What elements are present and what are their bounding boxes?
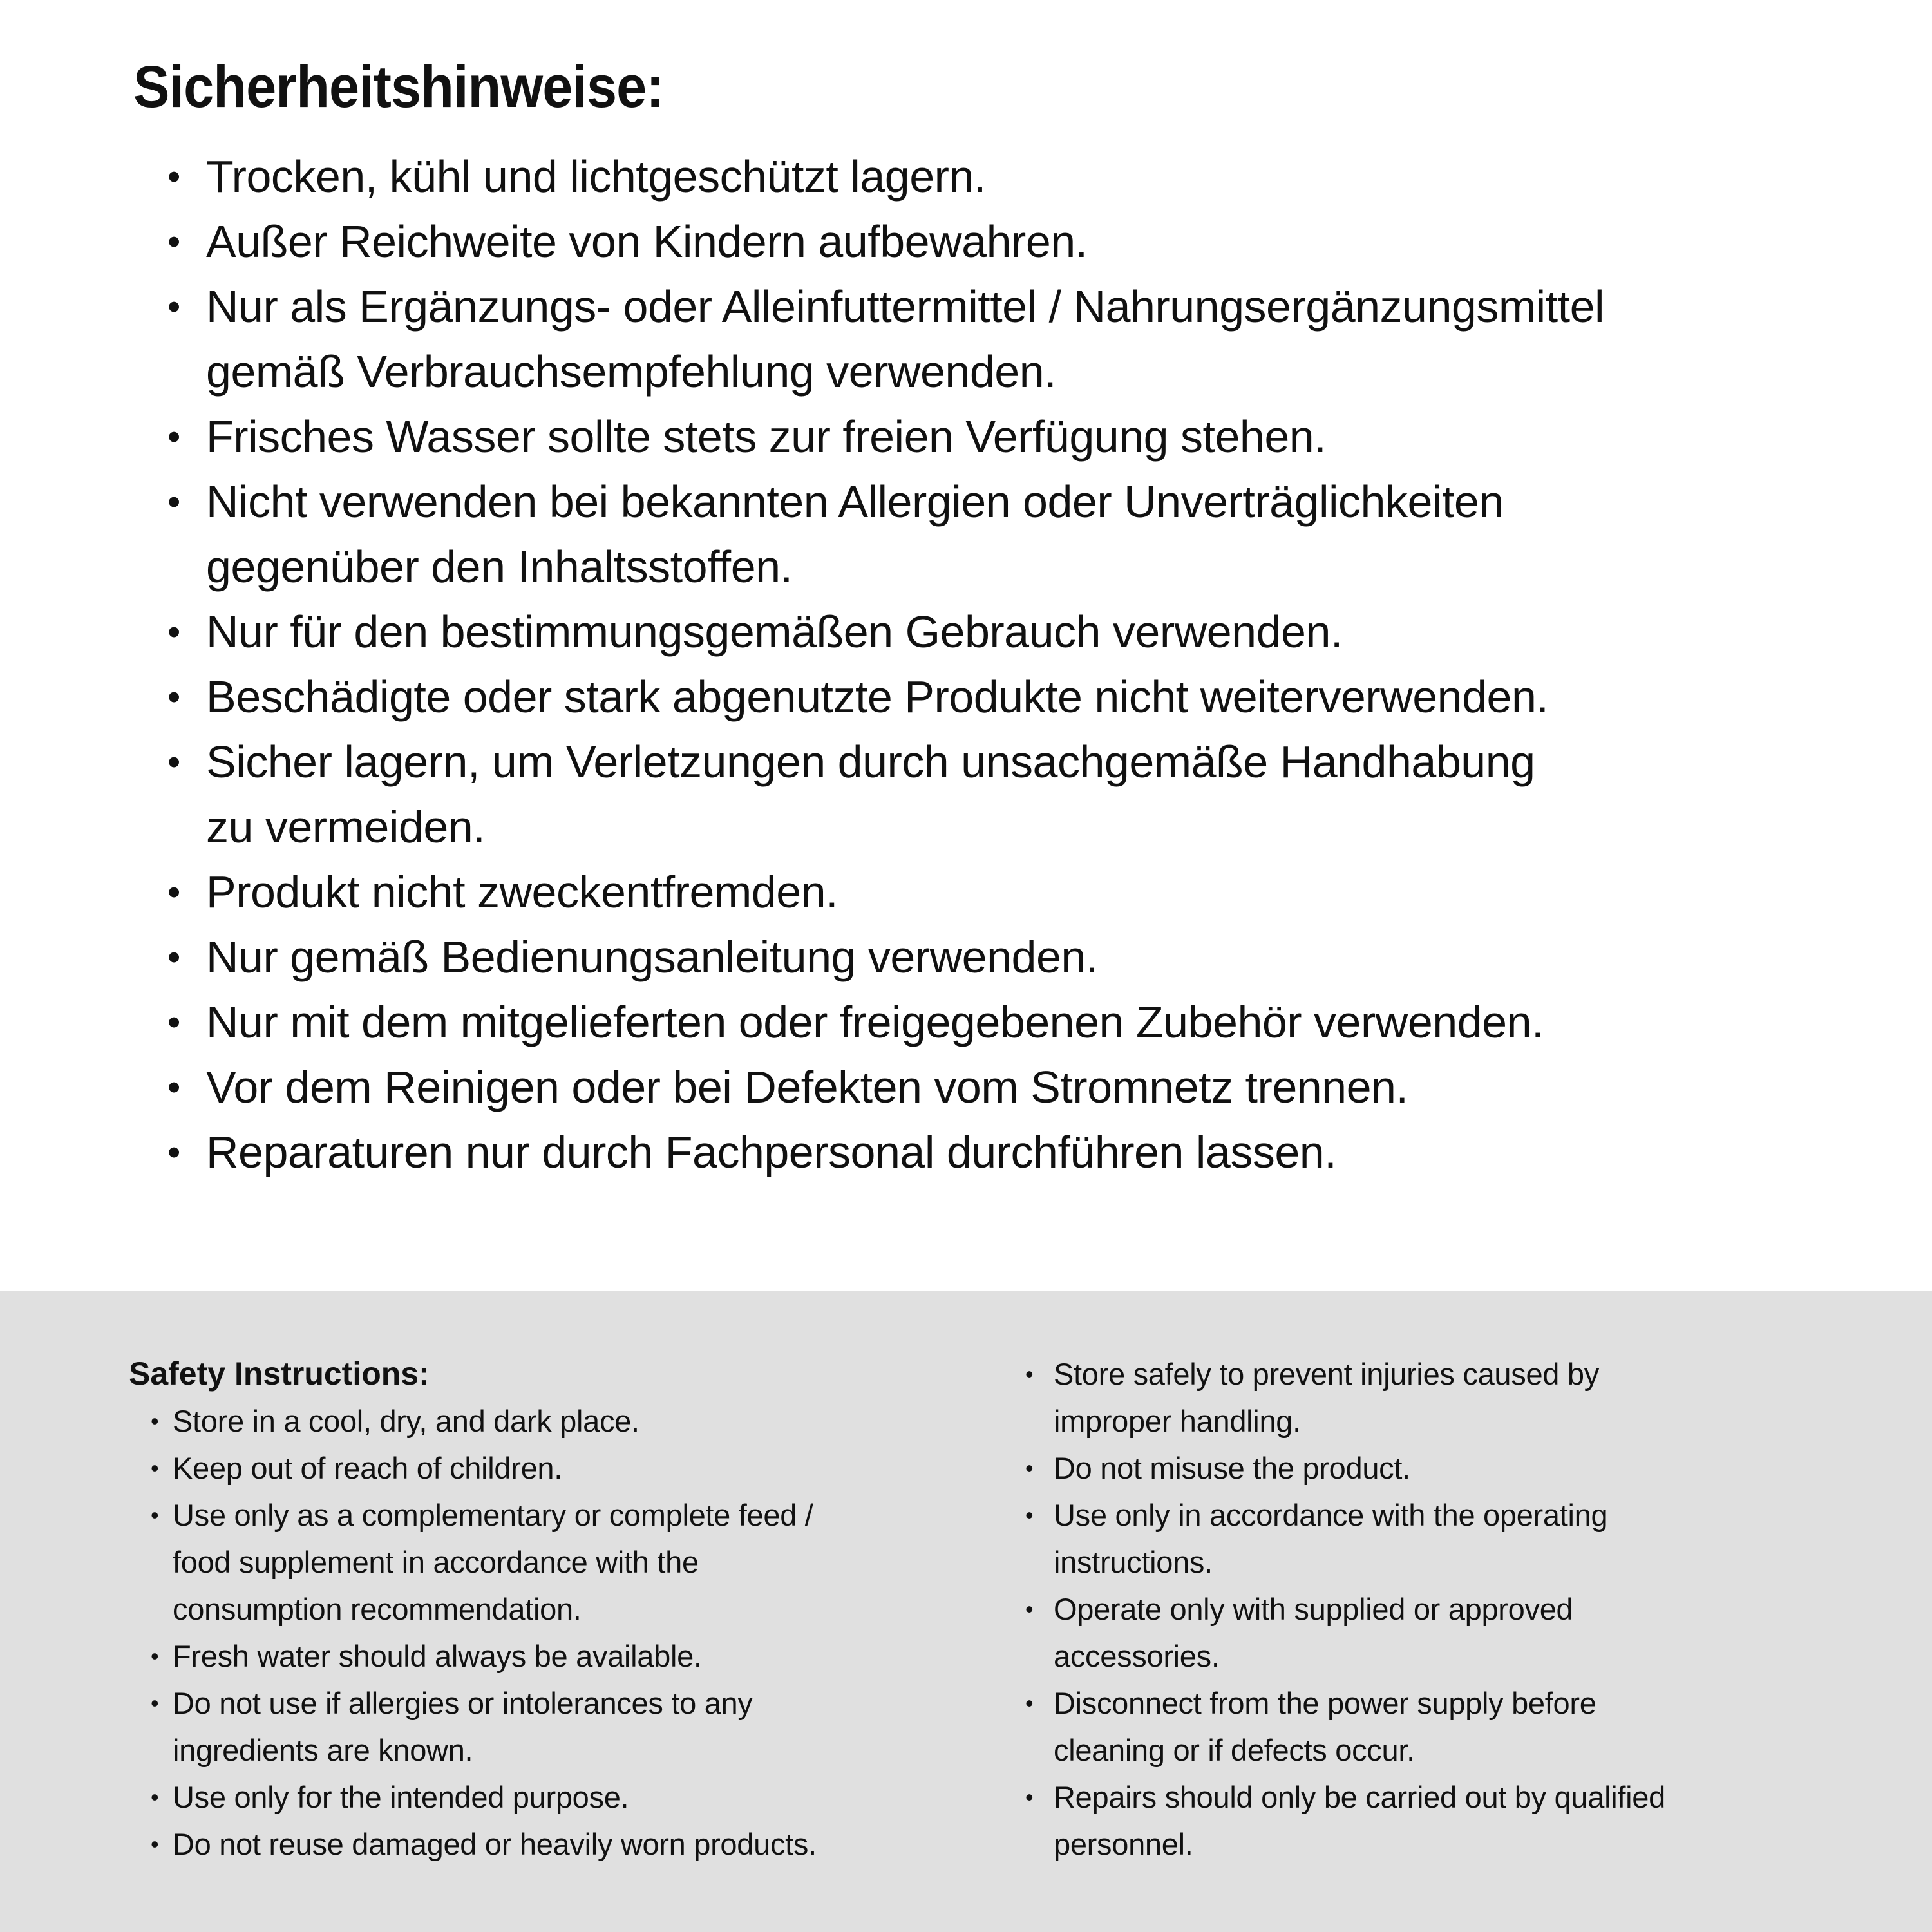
list-item (167, 990, 1906, 1055)
bullet-icon: • (151, 1690, 159, 1716)
bullet-icon: • (167, 741, 180, 783)
list-item-text: Do not use if allergies or intolerances to any ingredients are known. (173, 1686, 753, 1767)
bullet-icon: • (167, 611, 180, 653)
bullet-icon: • (1025, 1361, 1034, 1387)
list-item (167, 144, 1906, 209)
list-item (167, 404, 1906, 469)
list-item-text: Produkt nicht zweckentfremden. (206, 867, 838, 917)
list-item (1025, 1350, 1895, 1444)
list-item (1025, 1444, 1895, 1492)
list-item (167, 600, 1906, 665)
list-item-text: Store in a cool, dry, and dark place. (173, 1404, 639, 1438)
list-item-text: Nicht verwenden bei bekannten Allergien oder Unverträglichkeiten gegenüber den Inhaltsstoffen. (206, 477, 1504, 592)
list-item (1025, 1774, 1895, 1868)
list-item (167, 665, 1906, 730)
list-item (151, 1444, 1007, 1492)
bullet-icon: • (167, 676, 180, 718)
list-item-text: Nur mit dem mitgelieferten oder freigegebenen Zubehör verwenden. (206, 997, 1544, 1047)
list-item (167, 209, 1906, 274)
bullet-icon: • (167, 1066, 180, 1108)
list-item (167, 860, 1906, 925)
list-item-text: Use only for the intended purpose. (173, 1780, 629, 1814)
list-item-text: Reparaturen nur durch Fachpersonal durchführen lassen. (206, 1127, 1337, 1177)
bullet-icon: • (151, 1831, 159, 1857)
bullet-icon: • (167, 1132, 180, 1173)
bullet-icon: • (167, 416, 180, 458)
list-item-text: Fresh water should always be available. (173, 1639, 702, 1673)
english-instructions-list-right (1025, 1350, 1895, 1868)
list-item-text: Beschädigte oder stark abgenutzte Produkte nicht weiterverwenden. (206, 672, 1549, 722)
list-item-text: Nur für den bestimmungsgemäßen Gebrauch verwenden. (206, 607, 1343, 657)
list-item (151, 1492, 1007, 1633)
bullet-icon: • (167, 481, 180, 523)
list-item-text: Operate only with supplied or approved accessories. (1054, 1592, 1573, 1673)
list-item (151, 1633, 1007, 1680)
list-item-text: Repairs should only be carried out by qualified personnel. (1054, 1780, 1665, 1861)
list-item-text: Store safely to prevent injuries caused by improper handling. (1054, 1357, 1599, 1438)
english-left-column (129, 1350, 1005, 1868)
bullet-icon: • (167, 221, 180, 263)
bullet-icon: • (1025, 1784, 1034, 1810)
bullet-icon: • (167, 156, 180, 198)
bullet-icon: • (151, 1643, 159, 1669)
english-instructions-section (0, 1291, 1932, 1932)
english-right-column (1025, 1350, 1895, 1868)
list-item (1025, 1492, 1895, 1586)
list-item (167, 730, 1906, 860)
bullet-icon: • (1025, 1502, 1034, 1528)
list-item (167, 1120, 1906, 1185)
bullet-icon: • (1025, 1455, 1034, 1481)
list-item (151, 1774, 1007, 1821)
list-item-text: Keep out of reach of children. (173, 1451, 563, 1485)
bullet-icon: • (167, 1001, 180, 1043)
list-item (1025, 1586, 1895, 1680)
bullet-icon: • (1025, 1596, 1034, 1622)
list-item-text: Nur als Ergänzungs- oder Alleinfuttermittel / Nahrungsergänzungsmittel gemäß Verbrauchsempfehlung verwenden. (206, 281, 1605, 397)
list-item-text: Use only in accordance with the operating instructions. (1054, 1498, 1608, 1579)
list-item (1025, 1680, 1895, 1774)
german-section-title: Sicherheitshinweise: (133, 54, 664, 120)
bullet-icon: • (1025, 1690, 1034, 1716)
list-item-text: Do not reuse damaged or heavily worn products. (173, 1827, 817, 1861)
bullet-icon: • (167, 936, 180, 978)
list-item-text: Frisches Wasser sollte stets zur freien Verfügung stehen. (206, 412, 1327, 462)
list-item (151, 1680, 1007, 1774)
bullet-icon: • (151, 1502, 159, 1528)
list-item (167, 274, 1906, 404)
list-item-text: Use only as a complementary or complete feed / food supplement in accordance with the consumption recommendation. (173, 1498, 813, 1626)
bullet-icon: • (151, 1784, 159, 1810)
list-item-text: Do not misuse the product. (1054, 1451, 1410, 1485)
list-item-text: Nur gemäß Bedienungsanleitung verwenden. (206, 932, 1098, 982)
list-item-text: Außer Reichweite von Kindern aufbewahren. (206, 216, 1088, 267)
bullet-icon: • (167, 286, 180, 328)
bullet-icon: • (167, 871, 180, 913)
english-section-title: Safety Instructions: (129, 1356, 430, 1392)
list-item-text: Trocken, kühl und lichtgeschützt lagern. (206, 151, 986, 202)
list-item (167, 925, 1906, 990)
list-item (167, 469, 1906, 600)
list-item-text: Sicher lagern, um Verletzungen durch unsachgemäße Handhabung zu vermeiden. (206, 737, 1535, 852)
english-instructions-list-left (151, 1397, 1007, 1868)
list-item (151, 1397, 1007, 1444)
bullet-icon: • (151, 1455, 159, 1481)
list-item (167, 1055, 1906, 1120)
list-item-text: Vor dem Reinigen oder bei Defekten vom Stromnetz trennen. (206, 1062, 1408, 1112)
german-instructions-list (167, 144, 1906, 1185)
list-item (151, 1821, 1007, 1868)
list-item-text: Disconnect from the power supply before cleaning or if defects occur. (1054, 1686, 1596, 1767)
bullet-icon: • (151, 1408, 159, 1434)
